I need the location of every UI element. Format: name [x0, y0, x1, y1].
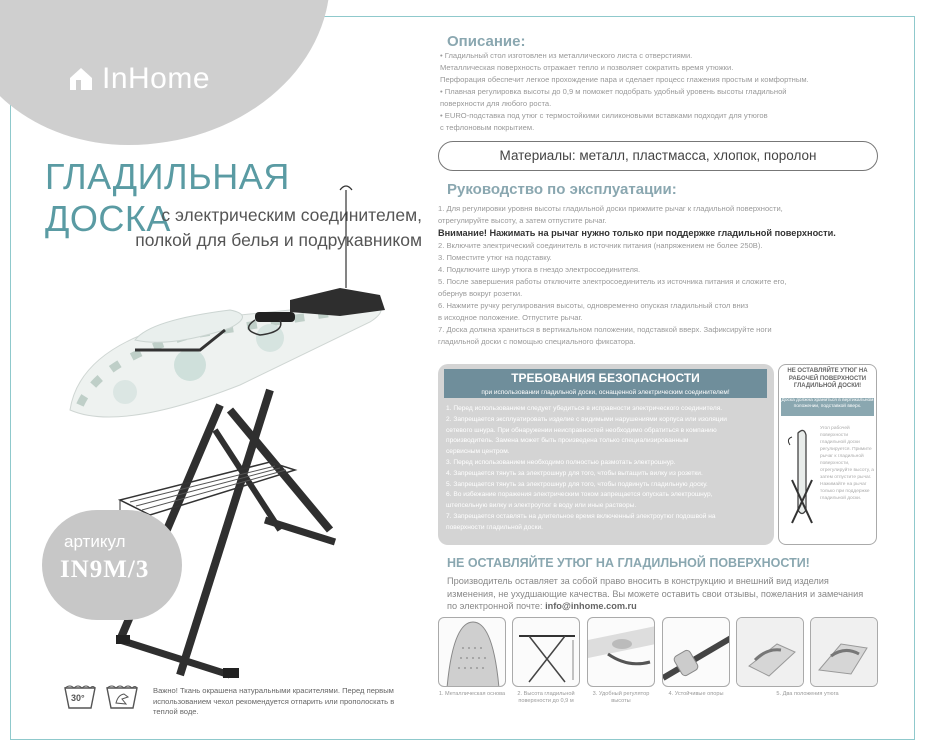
manual-warning: Внимание! Нажимать на рычаг нужно только при поддержке гладильной поверхности. — [438, 228, 836, 238]
feature-caption: 5. Два положения утюга — [776, 691, 839, 697]
notice-email-line — [447, 600, 867, 613]
safety-heading: ТРЕБОВАНИЯ БЕЗОПАСНОСТИ — [444, 369, 767, 387]
notice-heading: НЕ ОСТАВЛЯЙТЕ УТЮГ НА ГЛАДИЛЬНОЙ ПОВЕРХНОСТИ! — [447, 556, 810, 570]
brand-logo — [68, 62, 210, 96]
side-card-band: Доска должна храниться в вертикальном положении, подставкой вверх. — [781, 398, 874, 416]
subtitle-line: полкой для белья и подрукавником — [135, 230, 422, 250]
feature-caption: 1. Металлическая основа — [438, 691, 506, 697]
feature-thumb-lever — [587, 617, 655, 687]
feature-caption: 4. Устойчивые опоры — [668, 691, 724, 697]
manual-line: обернув вокруг розетки. — [438, 289, 523, 298]
manual-line: 7. Доска должна храниться в вертикальном положении, подставкой вверх. Зафиксируйте ноги — [438, 325, 772, 334]
description-line: с тефлоновым покрытием. — [440, 123, 535, 132]
subtitle-line: с электрическим соединителем, — [161, 205, 422, 225]
description-line: поверхности для любого роста. — [440, 99, 552, 108]
safety-line: 7. Запрещается оставлять на длительное время включенный электроутюг подошвой на — [446, 512, 716, 520]
care-icons — [62, 683, 140, 716]
feature-thumb-metal-base — [438, 617, 506, 687]
wash-temp-label: 30° — [71, 693, 85, 703]
manual-heading: Руководство по эксплуатации: — [447, 181, 677, 198]
description-line: Металлическая поверхность отражает тепло и позволяет сократить время утюжки. — [440, 63, 734, 72]
article-badge — [42, 510, 182, 620]
side-card-title: НЕ ОСТАВЛЯЙТЕ УТЮГ НА РАБОЧЕЙ ПОВЕРХНОСТИ ГЛАДИЛЬНОЙ ДОСКИ! — [787, 368, 868, 389]
description-line: • Гладильный стол изготовлен из металлического листа с отверстиями. — [440, 51, 693, 60]
manual-step-1 — [438, 203, 888, 227]
safety-line: 2. Запрещается эксплуатировать изделие с видимыми нарушениями корпуса или изоляции — [446, 415, 727, 423]
notice-text — [447, 575, 867, 613]
safety-line: 1. Перед использованием следует убедиться в исправности электрического соединителя. — [446, 405, 723, 412]
manual-line: 6. Нажмите ручку регулирования высоты, одновременно опуская гладильный стол вниз — [438, 301, 749, 310]
manual-line: 5. После завершения работы отключите электросоединитель из источника питания и сложите его, — [438, 277, 787, 286]
feature-thumb-iron-1 — [736, 617, 804, 687]
safety-line: штепсельную вилку и электроутюг в воду или иные растворы. — [446, 502, 637, 510]
feature-thumb-iron-2 — [810, 617, 878, 687]
care-note: Важно! Ткань окрашена натуральными красителями. Перед первым использованием чехол рекомендуется отпарить или прополоскать в теплой воде. — [153, 686, 395, 716]
safety-line: 5. Запрещается тянуть за электрошнур для того, чтобы подвинуть гладильную доску. — [446, 480, 708, 488]
safety-line: поверхности гладильной доски. — [446, 523, 543, 531]
standing-board-icon — [784, 425, 818, 530]
side-card-text: Угол рабочей поверхности гладильной доски регулируется. Примите рычаг к гладильной поверхности, отрегулируйте высоту, а затем отпустите рычаг. Нажимайте на рычаг только при поддержке гладильной доски. — [820, 426, 874, 501]
manual-line: отрегулируйте высоту, а затем отпустите рычаг. — [438, 216, 607, 225]
description-text — [440, 50, 890, 134]
manual-steps — [438, 240, 888, 348]
notice-line: изменения, не ухудшающие качества. Вы можете оставить свои отзывы, пожелания и замечания — [447, 588, 864, 599]
safety-line: сервисным центром. — [446, 448, 510, 456]
brand-name: InHome — [102, 62, 211, 95]
manual-line: 4. Подключите шнур утюга в гнездо электросоединителя. — [438, 265, 641, 274]
safety-line: 4. Запрещается тянуть за электрошнур для того, чтобы вытащить вилку из розетки. — [446, 469, 703, 477]
notice-email[interactable]: info@inhome.com.ru — [545, 601, 637, 611]
feature-thumb-height — [512, 617, 580, 687]
product-title: ГЛАДИЛЬНАЯ ДОСКА — [45, 156, 290, 239]
notice-email-prefix: по электронной почте: — [447, 601, 546, 611]
safety-subheading: при использовании гладильной доски, оснащенной электрическим соединителем! — [444, 387, 767, 398]
feature-thumb-feet — [662, 617, 730, 687]
description-line: Перфорация обеспечит легкое прохождение пара и сделает процесс глажения простым и комфортным. — [440, 75, 809, 84]
safety-line: производитель. Замена может быть произведена только специализированным — [446, 437, 689, 445]
notice-line: Производитель оставляет за собой право вносить в конструкцию и внешний вид изделия — [447, 576, 829, 586]
safety-line: 6. Во избежание поражения электрическим током запрещается опускать электрошнур, — [446, 491, 713, 499]
description-line: • Плавная регулировка высоты до 0,9 м поможет подобрать удобный уровень высоты гладильной — [440, 87, 787, 96]
manual-line: гладильной доски с помощью специального фиксатора. — [438, 337, 636, 346]
manual-line: в исходное положение. Отпустите рычаг. — [438, 313, 583, 322]
safety-line: 3. Перед использованием необходимо полностью размотать электрошнур. — [446, 458, 676, 466]
feature-caption: 3. Удобный регулятор высоты — [592, 691, 650, 704]
article-code: IN9M/3 — [60, 556, 150, 583]
feature-caption: 2. Высота гладильной поверхности до 0,9 м — [517, 691, 575, 704]
safety-line: сетевого шнура. При обнаружении неисправностей необходимо обратиться в компанию — [446, 426, 717, 434]
hand-wash-icon — [104, 683, 140, 716]
description-heading: Описание: — [447, 33, 526, 50]
house-icon — [68, 66, 94, 92]
safety-list — [446, 404, 772, 534]
manual-line: 2. Включите электрический соединитель в источник питания (напряжением не более 250В). — [438, 241, 763, 250]
manual-line: 3. Поместите утюг на подставку. — [438, 253, 552, 262]
materials-box: Материалы: металл, пластмасса, хлопок, поролон — [438, 141, 878, 171]
manual-line: 1. Для регулировки уровня высоты гладильной доски прижмите рычаг к гладильной поверхности, — [438, 204, 783, 213]
article-label: артикул — [64, 532, 126, 551]
wash-30-icon — [62, 683, 98, 711]
description-line: • EURO-подставка под утюг с термостойкими силиконовыми вставками подходит для утюгов — [440, 111, 768, 120]
